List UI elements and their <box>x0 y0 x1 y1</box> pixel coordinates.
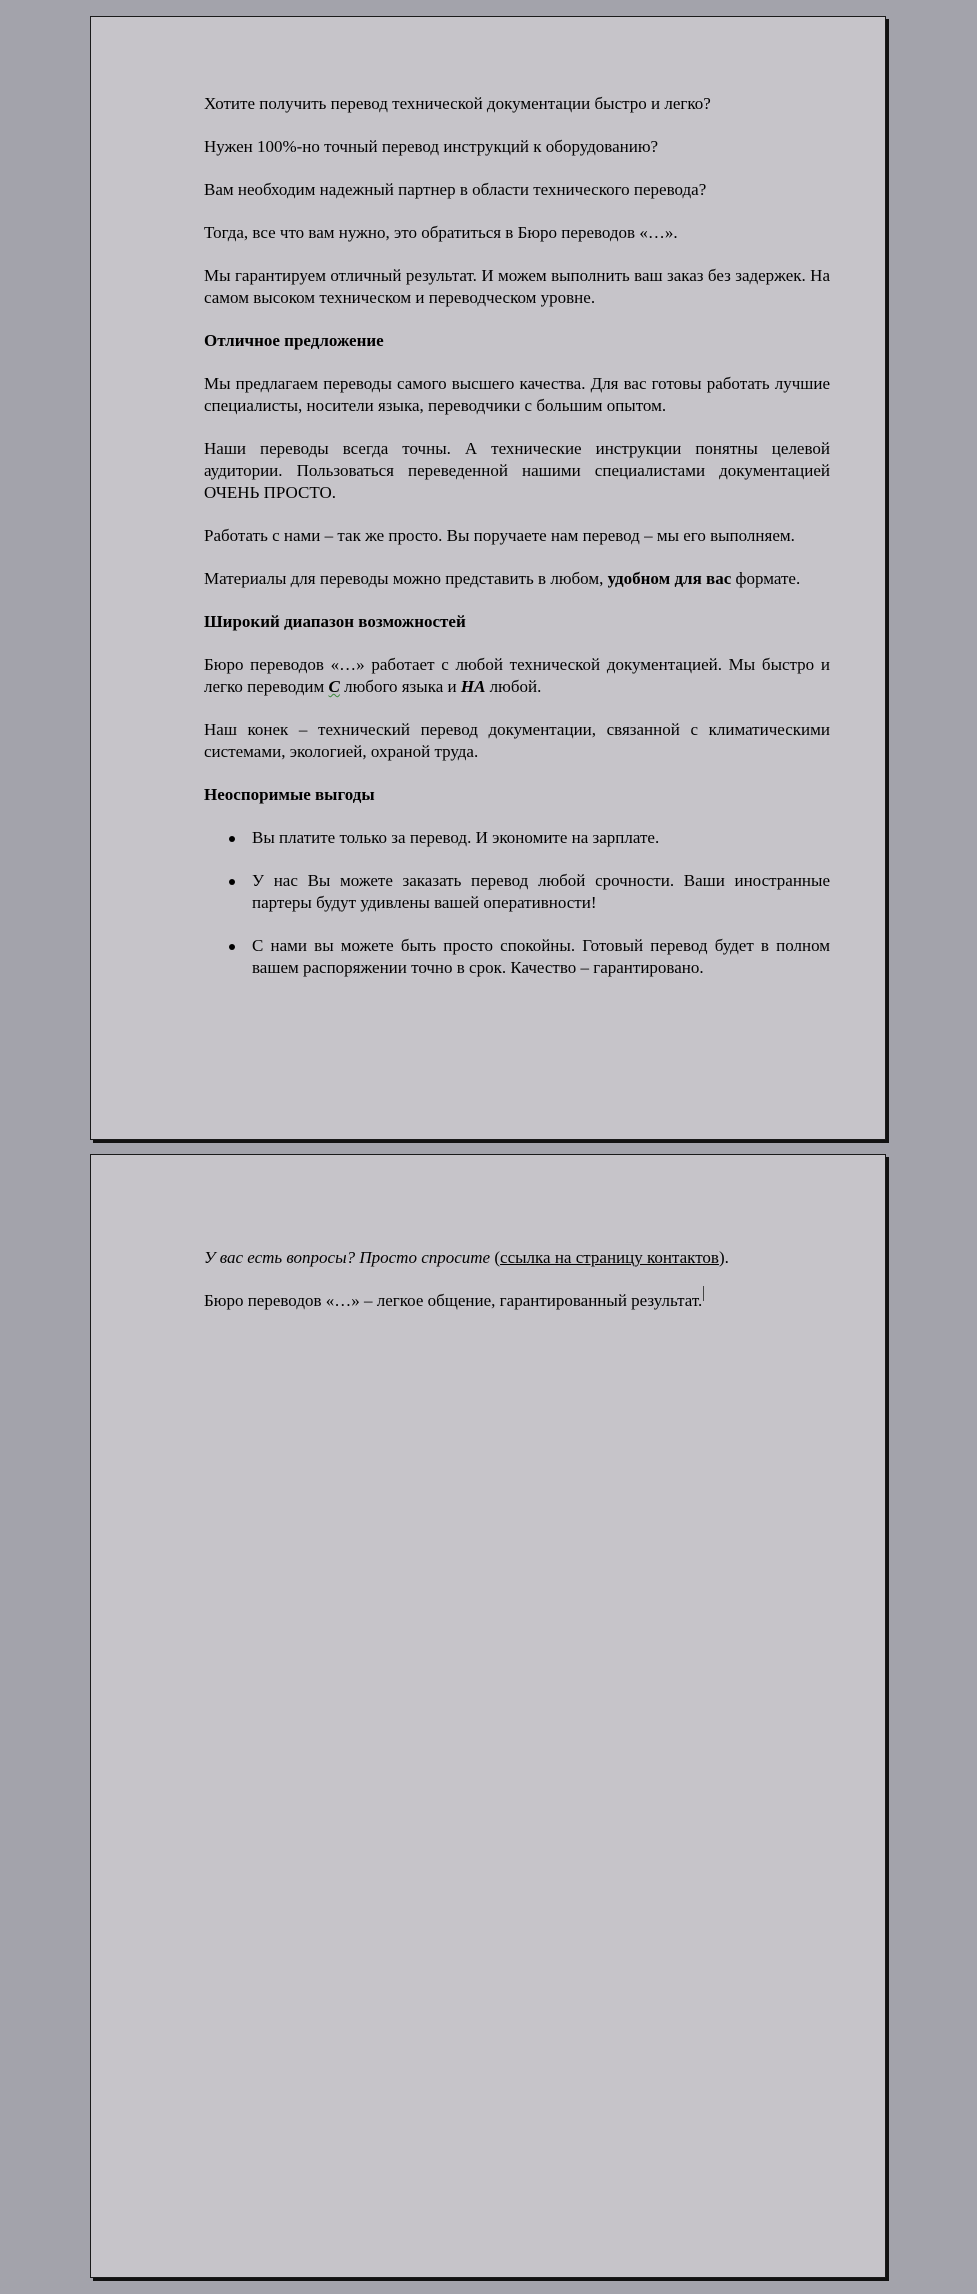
list-item <box>252 935 830 979</box>
bold-italic-text: С <box>328 677 340 696</box>
text-run: Материалы для переводы можно представить в любом, <box>204 569 608 588</box>
text-run: формате. <box>731 569 801 588</box>
document-page-2 <box>90 1154 886 2278</box>
paragraph: Тогда, все что вам нужно, это обратиться в Бюро переводов «…». <box>204 223 678 242</box>
bullet-icon <box>229 879 235 885</box>
text-run: Бюро переводов «…» работает с любой технической документацией. Мы быстро и легко переводим <box>204 655 830 696</box>
paragraph <box>204 654 830 698</box>
paragraph <box>204 568 830 590</box>
section-heading: Широкий диапазон возможностей <box>204 612 466 631</box>
document-page-1 <box>90 16 886 1140</box>
bullet-icon <box>229 944 235 950</box>
paragraph: Мы предлагаем переводы самого высшего качества. Для вас готовы работать лучшие специалисты, носители языка, переводчики с большим опытом. <box>204 374 830 415</box>
section-heading: Неоспоримые выгоды <box>204 785 375 804</box>
list-item-text: Вы платите только за перевод. И экономите на зарплате. <box>252 828 660 847</box>
text-cursor <box>703 1286 704 1301</box>
list-item-text: У нас Вы можете заказать перевод любой срочности. Ваши иностранные партеры будут удивлены вашей оперативности! <box>252 871 830 912</box>
text-run: Бюро переводов «…» – легкое общение, гарантированный результат. <box>204 1291 703 1310</box>
paragraph <box>204 1290 830 1312</box>
paragraph: Мы гарантируем отличный результат. И можем выполнить ваш заказ без задержек. На самом высоком техническом и переводческом уровне. <box>204 266 830 307</box>
paragraph: Хотите получить перевод технической документации быстро и легко? <box>204 94 711 113</box>
paragraph: Нужен 100%-но точный перевод инструкций к оборудованию? <box>204 137 659 156</box>
section-heading: Отличное предложение <box>204 331 384 350</box>
text-run: ( <box>490 1248 501 1267</box>
page-1-content <box>204 93 830 1000</box>
paragraph: Вам необходим надежный партнер в области технического перевода? <box>204 180 707 199</box>
text-run: ). <box>718 1248 729 1267</box>
paragraph: Наши переводы всегда точны. А технические инструкции понятны целевой аудитории. Пользоваться переведенной нашими специалистами документацией ОЧЕНЬ ПРОСТО. <box>204 439 830 502</box>
bold-italic-text: НА <box>460 677 486 696</box>
paragraph <box>204 1247 830 1269</box>
bullet-list <box>204 827 830 979</box>
contacts-link[interactable]: ссылка на страницу контактов <box>500 1248 719 1267</box>
bullet-icon <box>229 836 235 842</box>
text-run: любого языка и <box>339 677 461 696</box>
list-item <box>252 870 830 914</box>
list-item <box>252 827 830 849</box>
paragraph: Наш конек – технический перевод документации, связанной с климатическими системами, экологией, охраной труда. <box>204 720 830 761</box>
list-item-text: С нами вы можете быть просто спокойны. Готовый перевод будет в полном вашем распоряжении точно в срок. Качество – гарантировано. <box>252 936 830 977</box>
bold-text: удобном для вас <box>607 569 732 588</box>
paragraph: Работать с нами – так же просто. Вы поручаете нам перевод – мы его выполняем. <box>204 526 795 545</box>
italic-text: У вас есть вопросы? Просто спросите <box>204 1248 491 1267</box>
text-run: любой. <box>485 677 542 696</box>
page-2-content <box>204 1247 830 1333</box>
